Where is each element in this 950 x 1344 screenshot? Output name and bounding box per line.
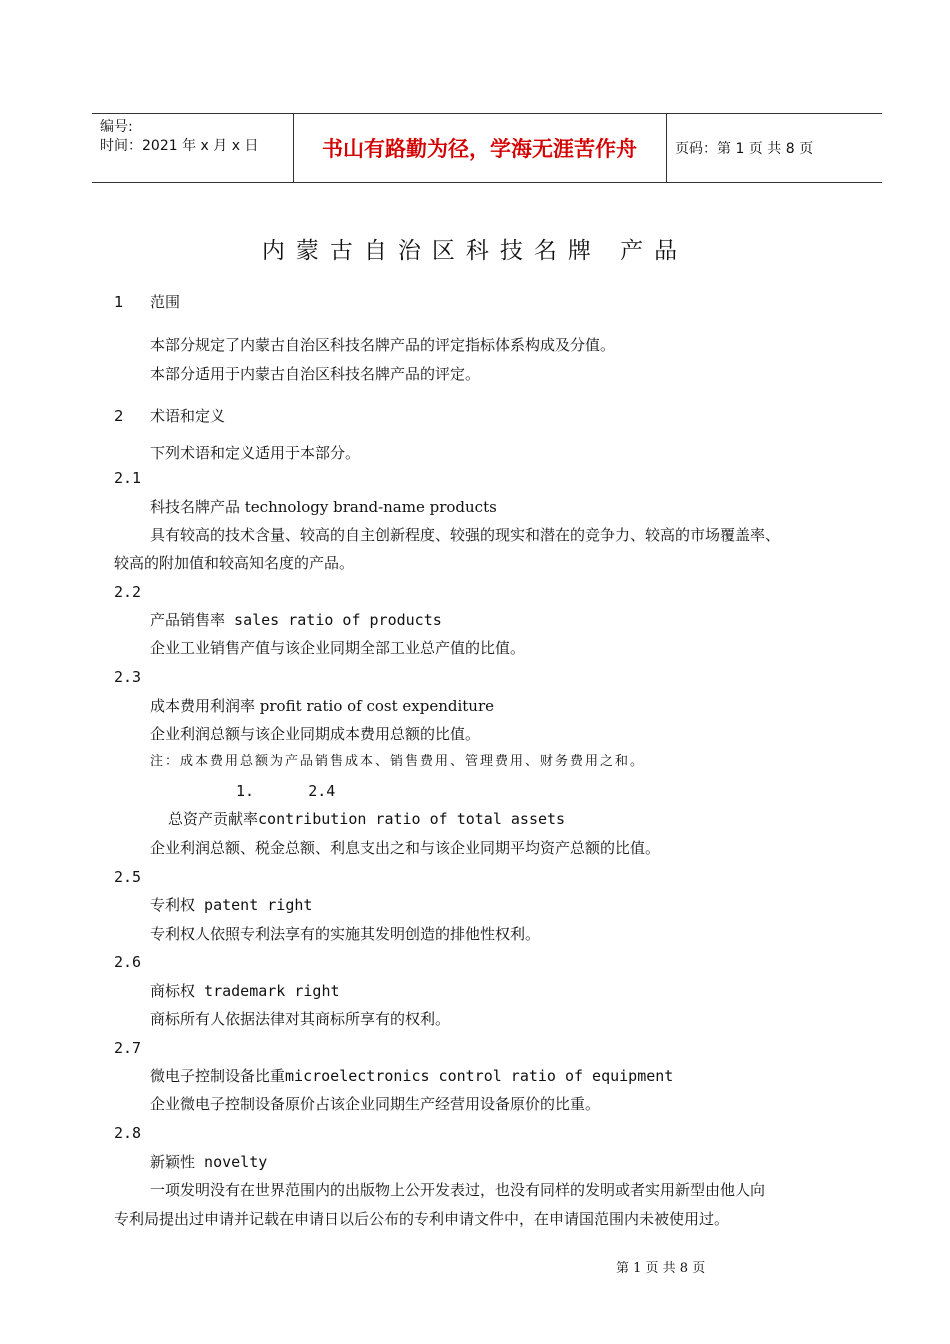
term: 科技名牌产品 technology brand-name products xyxy=(150,498,497,516)
term xyxy=(150,1066,673,1086)
term-cn: 产品销售率 xyxy=(150,611,226,629)
term-cn: 新颖性 xyxy=(150,1153,196,1171)
page-header xyxy=(92,113,882,183)
definition: 专利局提出过申请并记载在申请日以后公布的专利申请文件中，在申请国范围内未被使用过。 xyxy=(114,1210,730,1228)
paragraph: 下列术语和定义适用于本部分。 xyxy=(150,444,361,462)
definition: 企业利润总额、税金总额、利息支出之和与该企业同期平均资产总额的比值。 xyxy=(150,839,661,857)
term xyxy=(150,981,340,1001)
clause-number: 2.5 xyxy=(114,868,142,886)
definition: 企业利润总额与该企业同期成本费用总额的比值。 xyxy=(150,725,481,743)
term xyxy=(150,610,442,630)
term-en: microelectronics control ratio of equipment xyxy=(285,1067,674,1085)
paragraph: 本部分适用于内蒙古自治区科技名牌产品的评定。 xyxy=(150,365,481,383)
section-heading: 术语和定义 xyxy=(150,407,226,425)
term-cn: 成本费用利润率 xyxy=(150,697,256,715)
clause-number: 1. 2.4 xyxy=(236,782,336,800)
clause-number: 2.1 xyxy=(114,469,142,487)
definition: 具有较高的技术含量、较高的自主创新程度、较强的现实和潜在的竞争力、较高的市场覆盖率、 xyxy=(150,526,781,544)
definition: 企业工业销售产值与该企业同期全部工业总产值的比值。 xyxy=(150,639,526,657)
term-cn: 商标权 xyxy=(150,982,196,1000)
definition: 一项发明没有在世界范围内的出版物上公开发表过，也没有同样的发明或者实用新型由他人向 xyxy=(150,1181,766,1199)
document-time: 时间：2021 年 x 月 x 日 xyxy=(100,138,259,154)
term xyxy=(168,809,565,829)
definition: 较高的附加值和较高知名度的产品。 xyxy=(114,554,355,572)
term xyxy=(150,696,494,716)
header-page-info: 页码：第 1 页 共 8 页 xyxy=(675,141,814,157)
section-number: 1 xyxy=(114,293,124,311)
header-divider xyxy=(666,114,667,182)
definition: 商标所有人依据法律对其商标所享有的权利。 xyxy=(150,1010,451,1028)
term-cn: 专利权 xyxy=(150,896,196,914)
page-footer: 第 1 页 共 8 页 xyxy=(616,1261,706,1276)
term-en: patent right xyxy=(195,896,313,914)
definition: 企业微电子控制设备原价占该企业同期生产经营用设备原价的比重。 xyxy=(150,1095,601,1113)
clause-number: 2.6 xyxy=(114,953,142,971)
clause-number: 2.7 xyxy=(114,1039,142,1057)
term-en: contribution ratio of total assets xyxy=(258,810,566,828)
clause-number: 2.3 xyxy=(114,668,142,686)
term-cn: 总资产贡献率 xyxy=(168,810,259,828)
header-motto: 书山有路勤为径，学海无涯苦作舟 xyxy=(322,137,637,161)
paragraph: 本部分规定了内蒙古自治区科技名牌产品的评定指标体系构成及分值。 xyxy=(150,336,616,354)
clause-number: 2.2 xyxy=(114,583,142,601)
definition: 专利权人依照专利法享有的实施其发明创造的排他性权利。 xyxy=(150,925,541,943)
term xyxy=(150,895,312,915)
section-heading: 范围 xyxy=(150,293,181,311)
term-cn: 微电子控制设备比重 xyxy=(150,1067,286,1085)
clause-number: 2.8 xyxy=(114,1124,142,1142)
section-number: 2 xyxy=(114,407,124,425)
document-title: 内蒙古自治区科技名牌 产品 xyxy=(261,238,689,264)
term-en: novelty xyxy=(195,1153,268,1171)
term-en: sales ratio of products xyxy=(225,611,442,629)
header-meta xyxy=(100,118,258,156)
term xyxy=(150,1152,267,1172)
document-number-label: 编号: xyxy=(100,119,133,135)
term-en: trademark right xyxy=(195,982,340,1000)
term-en: profit ratio of cost expenditure xyxy=(255,697,495,715)
note: 注：成本费用总额为产品销售成本、销售费用、管理费用、财务费用之和。 xyxy=(150,754,646,769)
